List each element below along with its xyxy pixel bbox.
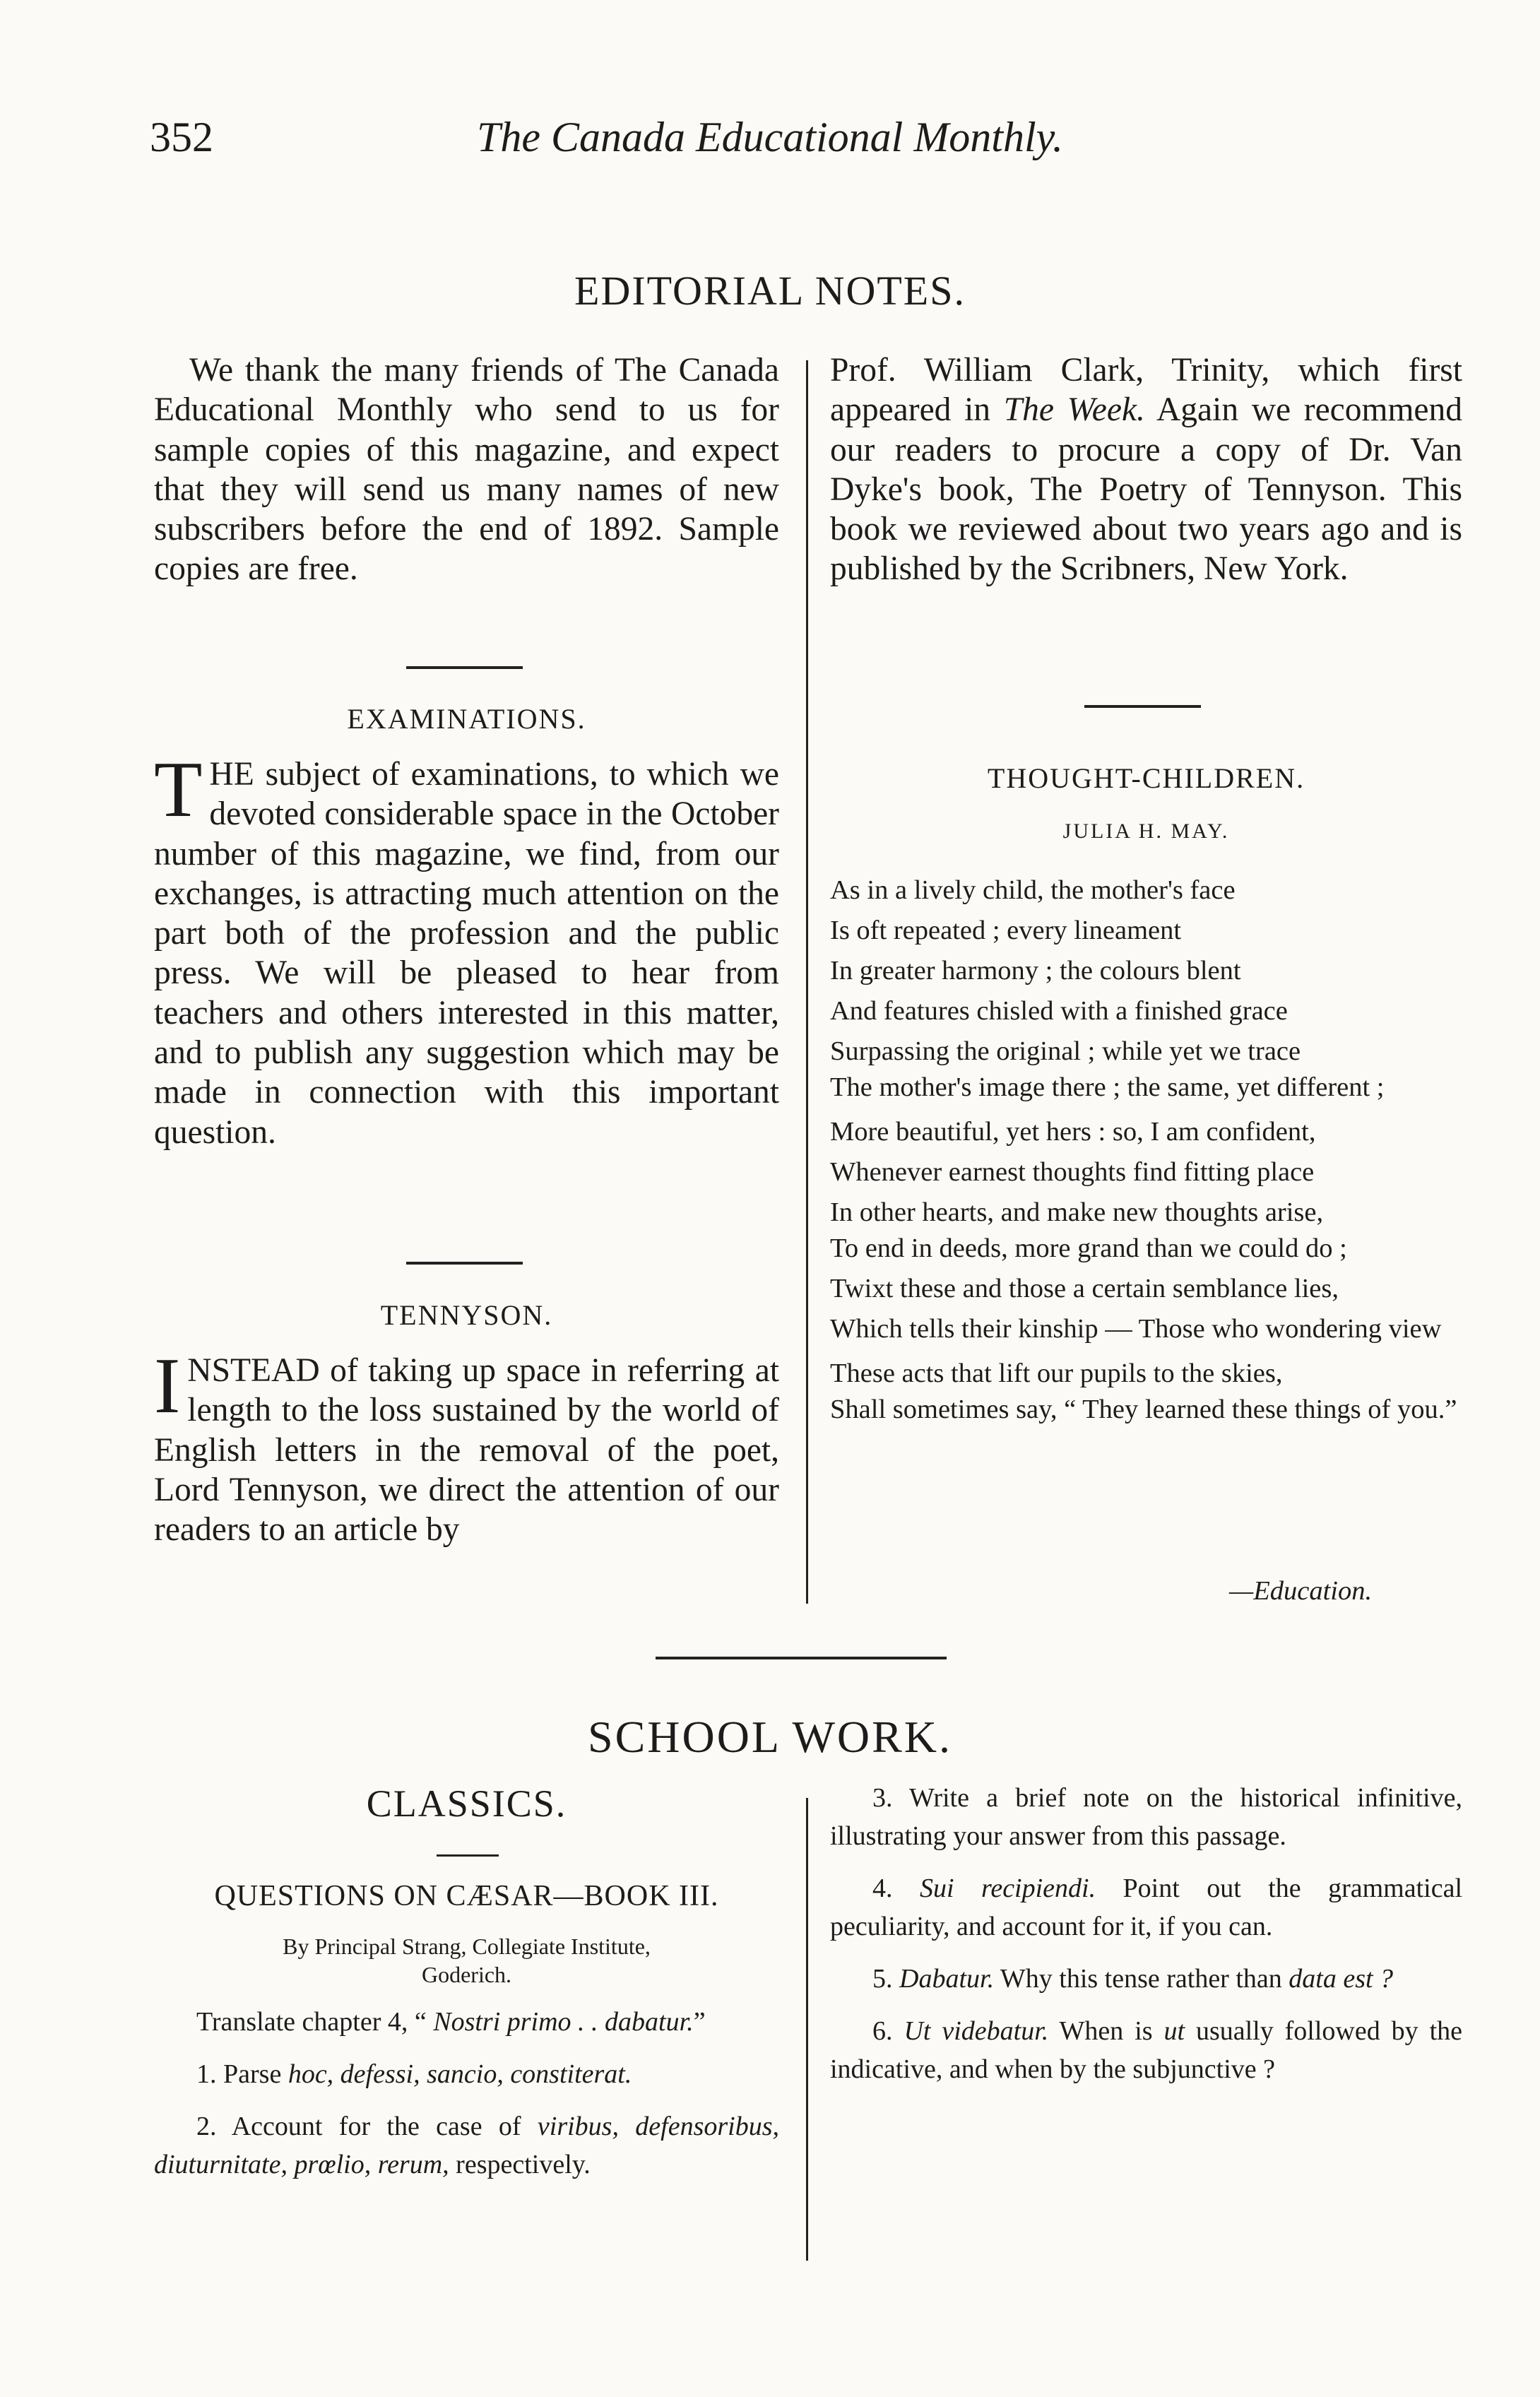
poem-body [830,870,1462,1434]
poem-line: And features chisled with a finished grace [830,996,1288,1026]
question-6-text: When is [1048,2016,1164,2046]
question-6-number: 6. [872,2016,904,2046]
poem-line: Which tells their kinship — Those who wondering view [830,1314,1442,1344]
tennyson-text: NSTEAD of taking up space in referring at length to the loss sustained by the world of English letters in the removal of the poet, Lord Tennyson, we direct the attention of our readers to an article by [154,1352,779,1549]
question-4-latin: Sui recipiendi. [919,1874,1096,1903]
poem-line: As in a lively child, the mother's face [830,875,1236,905]
editorial-right-column [830,350,1462,589]
tennyson-dropcap: I [154,1342,181,1430]
question-3: 3. Write a brief note on the historical infinitive, illustrating your answer from this passage. [830,1783,1462,1851]
question-6-ut: ut [1163,2016,1185,2046]
section-divider [656,1657,947,1659]
running-head [0,113,1540,170]
translate-latin: Nostri primo . . dabatur. [433,2007,694,2037]
question-4 [830,1869,1462,1946]
byline: By Principal Strang, Collegiate Institute, [283,1934,651,1959]
tennyson-article-continued: Prof. William Clark, Trinity, which first appeared in [830,352,1462,429]
poem-line: Shall sometimes say, “ They learned these things of you.” [830,1395,1457,1424]
question-1 [154,2055,779,2093]
the-week-title: The Week. [1003,391,1145,429]
question-5-latin: Dabatur. [899,1964,995,1994]
classics-questions [154,1932,779,2184]
question-2-latin: viribus, defensoribus, diuturnitate, prœlio, rerum, [154,2112,779,2179]
column-rule [806,1798,808,2261]
examinations-article [154,746,779,1152]
question-1-text: 1. Parse [196,2059,288,2089]
poem-line: Is oft repeated ; every lineament [830,916,1182,945]
question-6-suffix: usually followed by the indicative, and when by the subjunctive ? [830,2016,1462,2084]
questions-heading: QUESTIONS ON CÆSAR—BOOK III. [214,1880,719,1912]
column-rule [806,360,808,1604]
school-work-heading: SCHOOL WORK. [587,1712,953,1762]
page-number: 352 [150,114,213,160]
question-5-text: Why this tense rather than [994,1964,1289,1994]
poem-author: JULIA H. MAY. [1062,819,1230,843]
divider [1084,705,1201,708]
examinations-text: HE subject of examinations, to which we devoted considerable space in the October number of this magazine, we find, from our exchanges, is attracting much attention on the part both of the profession and the public press. We will be pleased to hear from teachers and others interested in this matter, and to publish any suggestion which may be made in connection with this important question. [154,756,779,1151]
van-dyke-recommendation: Again we recommend our readers to procure a copy of Dr. Van Dyke's book, The Poetry of Tennyson. This book we reviewed about two years ago and is published by the Scribners, New York. [830,391,1462,588]
tennyson-article [154,1342,779,1549]
translate-suffix: ” [693,2007,706,2037]
poem-line: Twixt these and those a certain semblance lies, [830,1274,1339,1303]
poem-line: In greater harmony ; the colours blent [830,956,1241,986]
poem-line: Whenever earnest thoughts find fitting place [830,1157,1315,1187]
byline-place: Goderich. [421,1962,512,1987]
question-2-suffix: respectively. [449,2150,591,2179]
classics-questions-continued [830,1779,1462,2088]
question-4-number: 4. [872,1874,920,1903]
examinations-dropcap: T [154,746,203,834]
question-2 [154,2107,779,2184]
poem-line: To end in deeds, more grand than we could do ; [830,1233,1347,1263]
question-1-latin: hoc, defessi, sancio, constiterat. [288,2059,632,2089]
poem-line: Surpassing the original ; while yet we trace [830,1036,1301,1066]
question-5-latin-alt: data est ? [1289,1964,1394,1994]
poem-title: THOUGHT-CHILDREN. [987,762,1305,794]
question-5 [830,1960,1462,1998]
poem-line: In other hearts, and make new thoughts arise, [830,1197,1324,1227]
poem-line: These acts that lift our pupils to the skies, [830,1359,1283,1388]
editorial-left-column [154,350,779,589]
poem-line: The mother's image there ; the same, yet different ; [830,1072,1385,1102]
question-5-number: 5. [872,1964,899,1994]
poem-source: —Education. [1229,1576,1373,1606]
translate-instruction [154,2003,779,2041]
journal-title: The Canada Educational Monthly. [477,114,1063,160]
translate-prefix: Translate chapter 4, “ [196,2007,434,2037]
question-6 [830,2012,1462,2088]
editorial-thanks-paragraph: We thank the many friends of The Canada Educational Monthly who send to us for sample copies of this magazine, and expect that they will send us many names of new subscribers before the end of 1892. Sample copies are free. [154,352,779,588]
editorial-notes-heading: EDITORIAL NOTES. [574,268,966,314]
question-6-latin: Ut videbatur. [904,2016,1049,2046]
tennyson-heading: TENNYSON. [380,1299,553,1331]
question-4-text: Point out the grammatical peculiarity, and account for it, if you can. [830,1874,1463,1941]
classics-heading: CLASSICS. [366,1782,567,1825]
divider [406,666,523,669]
divider [437,1854,499,1857]
poem-line: More beautiful, yet hers : so, I am confident, [830,1117,1316,1147]
examinations-heading: EXAMINATIONS. [347,703,586,735]
question-2-text: 2. Account for the case of [196,2112,538,2141]
divider [406,1262,523,1265]
